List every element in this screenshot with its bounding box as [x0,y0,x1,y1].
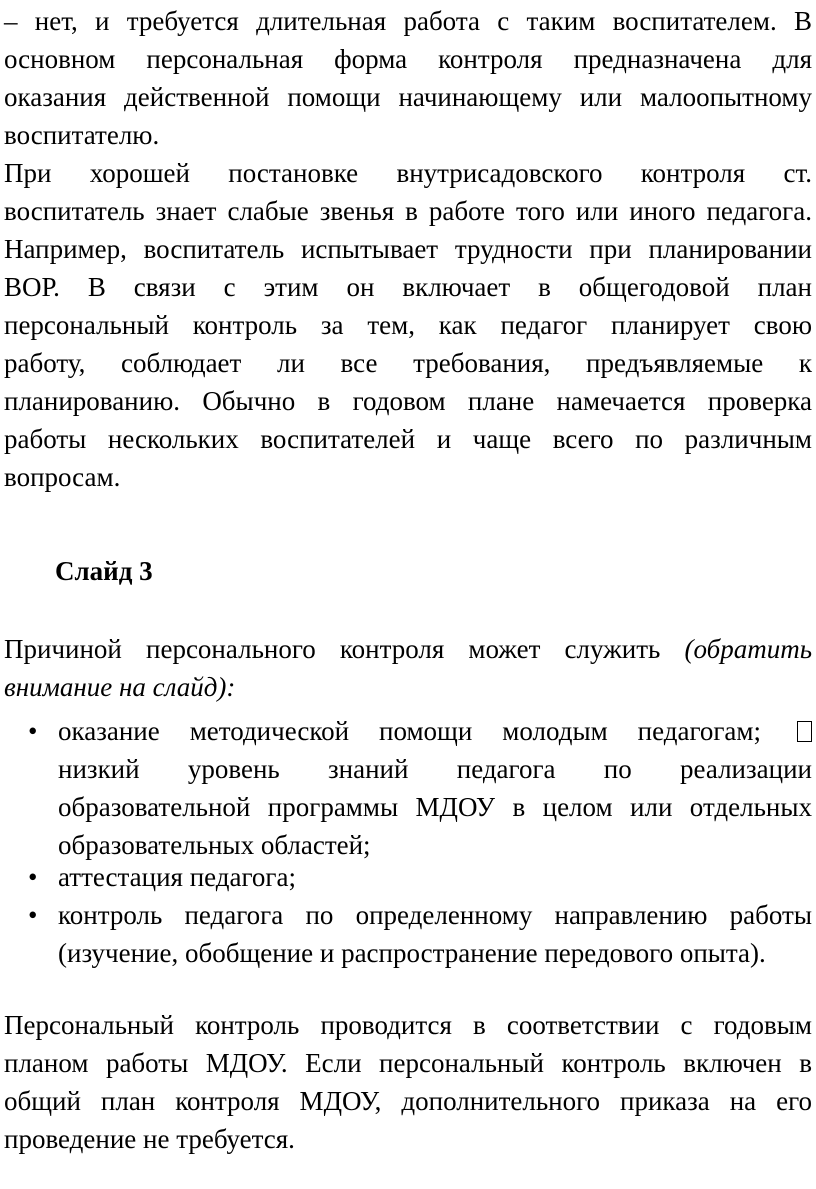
paragraph-1-line-2: основном персональная форма контроля предназначена для [4,44,812,74]
bullet-marker-3: • [28,900,38,930]
paragraph-3-line-2: внимание на слайд): [4,672,236,702]
bullet-marker-1: • [28,716,38,746]
paragraph-1-line-4: воспитателю. [4,120,160,150]
paragraph-4-line-2: планом работы МДОУ. Если персональный контроль включен в [4,1048,812,1078]
bullet-1-line-1-text: оказание методической помощи молодым педагогам; [58,716,791,746]
paragraph-2-line-3: Например, воспитатель испытывает трудности при планировании [4,234,812,264]
paragraph-2-line-5: персональный контроль за тем, как педагог планирует свою [4,310,812,340]
bullet-1-line-2: низкий уровень знаний педагога по реализации [58,754,812,784]
bullet-3-line-2: (изучение, обобщение и распространение передового опыта). [58,938,766,968]
paragraph-2-line-4: ВОР. В связи с этим он включает в общегодовой план [4,272,812,302]
paragraph-3-italic-start: (обратить [684,634,813,664]
paragraph-4-line-3: общий план контроля МДОУ, дополнительного приказа на его [4,1086,812,1116]
bullet-1-line-3: образовательной программы МДОУ в целом или отдельных [58,792,812,822]
paragraph-2-line-7: планированию. Обычно в годовом плане намечается проверка [4,386,812,416]
bullet-2-line-1: аттестация педагога; [58,862,296,892]
paragraph-2-line-8: работы нескольких воспитателей и чаще всего по различным [4,424,812,454]
paragraph-2-line-6: работу, соблюдает ли все требования, предъявляемые к [4,348,812,378]
paragraph-4-line-1: Персональный контроль проводится в соответствии с годовым [4,1010,812,1040]
paragraph-1-line-1: – нет, и требуется длительная работа с таким воспитателем. В [4,6,812,36]
paragraph-1-line-3: оказания действенной помощи начинающему или малоопытному [4,82,812,112]
paragraph-3-line-1 [4,630,812,668]
bullet-1-line-4: образовательных областей; [58,830,371,860]
bullet-1-line-1 [58,712,812,750]
slide-heading: Слайд 3 [55,556,153,586]
paragraph-4-line-4: проведение не требуется. [4,1124,295,1154]
missing-glyph-icon [797,721,812,742]
paragraph-2-line-2: воспитатель знает слабые звенья в работе того или иного педагога. [4,196,812,226]
paragraph-3-text: Причиной персонального контроля может служить [4,634,661,664]
bullet-marker-2: • [28,862,38,892]
paragraph-2-line-1: При хорошей постановке внутрисадовского контроля ст. [4,158,812,188]
paragraph-2-line-9: вопросам. [4,462,121,492]
bullet-3-line-1: контроль педагога по определенному направлению работы [58,900,812,930]
